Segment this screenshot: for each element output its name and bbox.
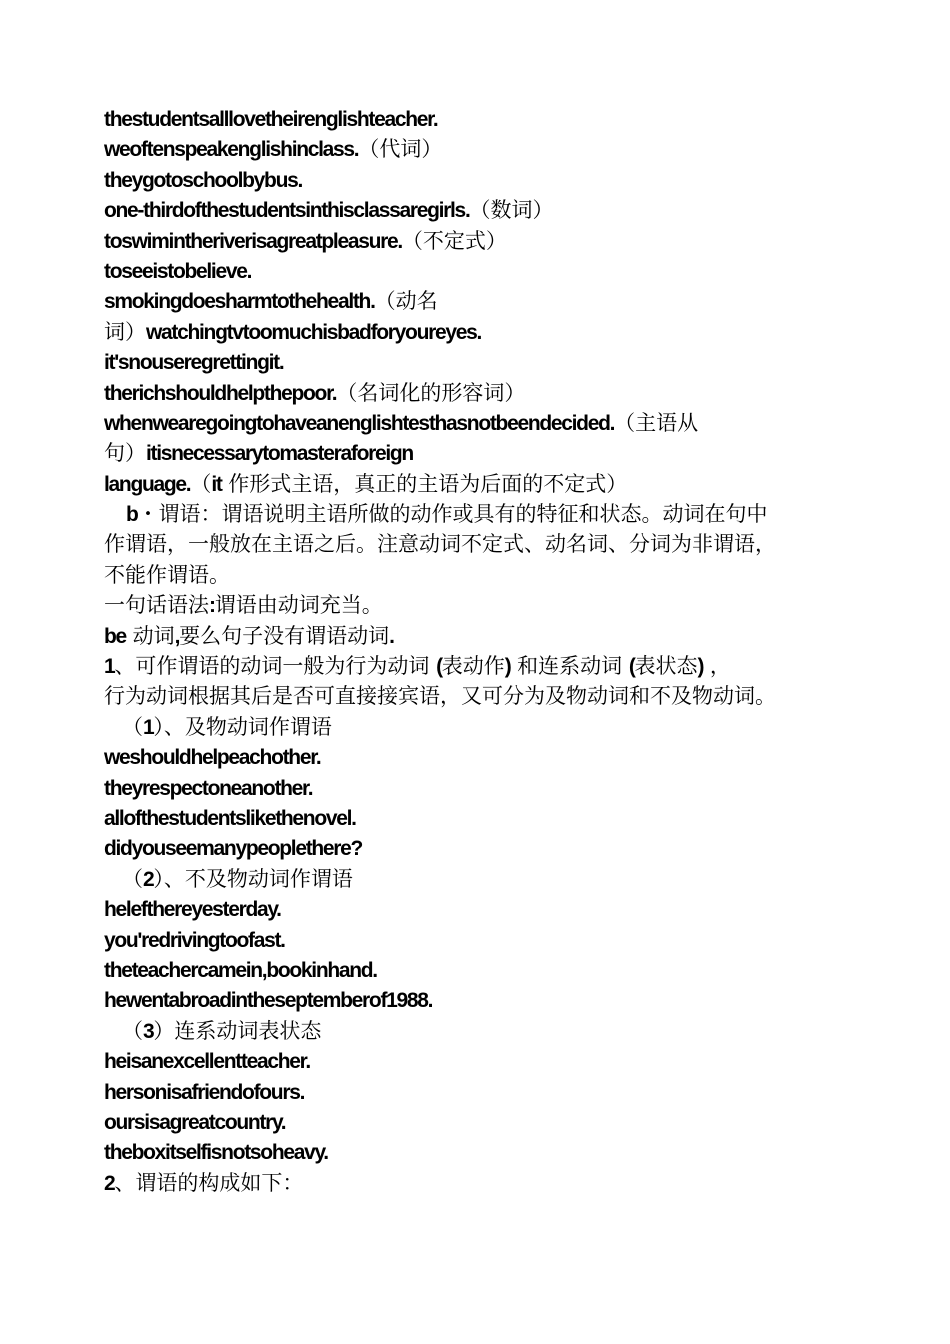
text-line xyxy=(104,773,844,803)
english-text: watchingtvtoomuchisbadforyoureyes. xyxy=(146,320,482,344)
text-line xyxy=(104,226,844,256)
text-line xyxy=(104,864,844,894)
text-line xyxy=(104,529,844,559)
chinese-text: 不能作谓语。 xyxy=(104,562,230,587)
text-line xyxy=(104,195,844,225)
text-line xyxy=(104,894,844,924)
english-text: b xyxy=(126,503,138,527)
chinese-text: （ xyxy=(122,866,143,891)
english-text: it xyxy=(211,472,222,496)
text-line xyxy=(104,317,844,347)
english-text: 1 xyxy=(104,655,115,679)
english-text: thestudentsalllovetheirenglishteacher. xyxy=(104,108,438,131)
english-text: didyouseemanypeoplethere? xyxy=(104,837,363,861)
english-text: language. xyxy=(104,472,191,496)
text-line xyxy=(104,1168,844,1198)
text-line xyxy=(104,438,844,468)
text-line xyxy=(104,681,844,711)
english-text: 1 xyxy=(143,715,154,739)
english-text: . xyxy=(389,624,394,648)
chinese-text: 动词 xyxy=(125,623,175,648)
text-line xyxy=(104,742,844,772)
english-text: theboxitselfisnotsoheavy. xyxy=(104,1141,328,1165)
text-line xyxy=(104,378,844,408)
chinese-text: （动名 xyxy=(374,289,438,314)
text-line xyxy=(104,286,844,316)
text-line xyxy=(104,1046,844,1076)
english-text: hersonisafriendofours. xyxy=(104,1080,305,1104)
english-text: weoftenspeakenglishinclass. xyxy=(104,138,359,162)
chinese-text: 和连系动词 xyxy=(510,654,629,679)
chinese-text: 句） xyxy=(104,441,146,466)
text-line xyxy=(104,1077,844,1107)
chinese-text: 作谓语，一般放在主语之后。注意动词不定式、动名词、分词为非谓语， xyxy=(104,532,776,557)
english-text: theteachercamein,bookinhand. xyxy=(104,958,377,982)
english-text: allofthestudentslikethenovel. xyxy=(104,806,356,830)
english-text: 2 xyxy=(104,1171,115,1195)
chinese-text: 作形式主语，真正的主语为后面的不定式） xyxy=(221,471,628,496)
chinese-text: 一句话语法 xyxy=(104,593,209,618)
text-line xyxy=(104,651,844,681)
chinese-text: 、谓语的构成如下： xyxy=(114,1170,304,1195)
english-text: one-thirdofthestudentsinthisclassaregirls. xyxy=(104,199,470,223)
chinese-text: （ xyxy=(190,471,212,496)
text-line xyxy=(104,1016,844,1046)
english-text: smokingdoesharmtothehealth. xyxy=(104,290,375,314)
english-text: helefthereyesterday. xyxy=(104,898,281,922)
english-text: ) xyxy=(697,655,704,679)
chinese-text: ）、不及物动词作谓语 xyxy=(153,866,353,891)
text-line xyxy=(104,955,844,985)
chinese-text: （代词） xyxy=(358,137,443,162)
english-text: therichshouldhelpthepoor. xyxy=(104,381,337,405)
english-text: , xyxy=(174,624,180,648)
english-text: you'redrivingtoofast. xyxy=(104,928,285,952)
english-text: weshouldhelpeachother. xyxy=(104,746,321,770)
english-text: ) xyxy=(504,655,511,679)
text-line xyxy=(104,925,844,955)
text-line xyxy=(104,104,844,134)
english-text: hewentabroadintheseptemberof1988. xyxy=(104,989,433,1013)
chinese-text: 词） xyxy=(104,319,146,344)
text-line xyxy=(104,165,844,195)
english-text: ( xyxy=(436,655,442,679)
english-text: itisnecessarytomasteraforeign xyxy=(146,442,413,466)
chinese-text: 行为动词根据其后是否可直接接宾语，又可分为及物动词和不及物动词。 xyxy=(104,684,776,709)
english-text: theyrespectoneanother. xyxy=(104,776,313,800)
text-line xyxy=(104,985,844,1015)
text-line xyxy=(104,803,844,833)
chinese-text: ）、及物动词作谓语 xyxy=(153,714,332,739)
text-line xyxy=(104,256,844,286)
chinese-text: 表状态 xyxy=(634,654,698,679)
chinese-text: （不定式） xyxy=(401,228,507,253)
chinese-text: ・谓语：谓语说明主语所做的动作或具有的特征和状态。动词在句中 xyxy=(137,502,768,527)
text-line xyxy=(104,499,844,529)
text-line xyxy=(104,1107,844,1137)
chinese-text: ， xyxy=(703,654,731,679)
text-line xyxy=(104,712,844,742)
text-line xyxy=(104,560,844,590)
english-text: toswimintheriverisagreatpleasure. xyxy=(104,229,402,253)
chinese-text: （名词化的形容词） xyxy=(336,380,526,405)
english-text: theygotoschoolbybus. xyxy=(104,168,303,192)
text-line xyxy=(104,408,844,438)
chinese-text: （主语从 xyxy=(614,410,699,435)
text-line xyxy=(104,134,844,164)
text-line xyxy=(104,1137,844,1167)
text-line xyxy=(104,590,844,620)
text-line xyxy=(104,347,844,377)
english-text: it'snouseregrettingit. xyxy=(104,351,284,375)
text-line xyxy=(104,621,844,651)
english-text: heisanexcellentteacher. xyxy=(104,1050,310,1074)
english-text: toseeistobelieve. xyxy=(104,259,252,283)
english-text: 3 xyxy=(143,1019,154,1043)
english-text: ( xyxy=(628,655,635,679)
english-text: whenwearegoingtohaveanenglishtesthasnotbeendecided. xyxy=(104,411,615,435)
chinese-text: 要么句子没有谓语动词 xyxy=(179,623,390,648)
chinese-text: ）连系动词表状态 xyxy=(153,1018,322,1043)
chinese-text: （ xyxy=(122,714,143,739)
chinese-text: （ xyxy=(122,1018,143,1043)
text-line xyxy=(104,833,844,863)
document-body xyxy=(104,104,844,1198)
english-text: oursisagreatcountry. xyxy=(104,1110,286,1134)
chinese-text: （数词） xyxy=(469,198,554,223)
chinese-text: 、可作谓语的动词一般为行为动词 xyxy=(114,654,437,679)
text-line xyxy=(104,469,844,499)
chinese-text: 谓语由动词充当。 xyxy=(214,593,383,618)
english-text: : xyxy=(209,594,215,618)
english-text: be xyxy=(104,624,126,648)
english-text: 2 xyxy=(143,867,154,891)
chinese-text: 表动作 xyxy=(441,654,505,679)
